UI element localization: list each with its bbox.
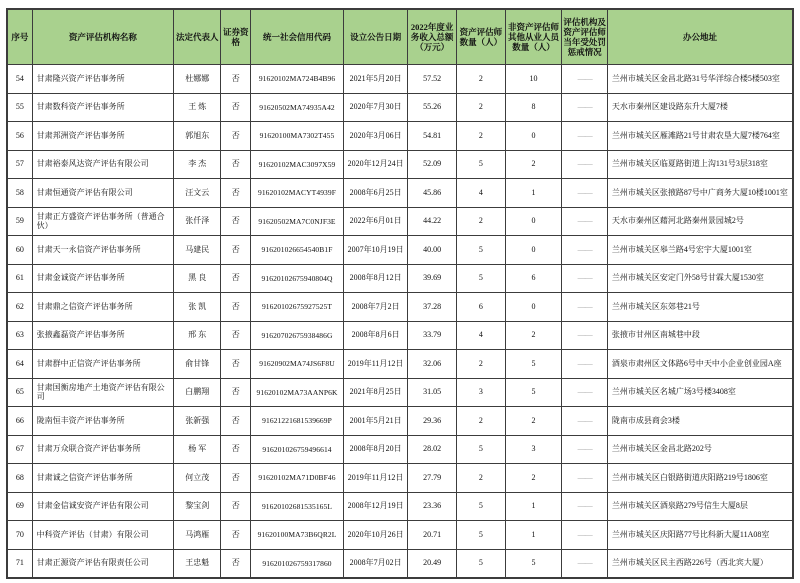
table-row	[7, 179, 793, 208]
cell-non_appraisers: 5	[505, 350, 562, 379]
cell-penalty: ——	[562, 378, 608, 407]
cell-penalty: ——	[562, 65, 608, 94]
cell-legal_rep: 杨 军	[174, 435, 221, 464]
cell-securities: 否	[221, 350, 251, 379]
cell-announce_date: 2021年5月20日	[343, 65, 407, 94]
cell-announce_date: 2020年3月06日	[343, 122, 407, 151]
cell-name: 甘肃裕泰风达资产评估有限公司	[32, 150, 173, 179]
cell-credit_code: 91621221681539669P	[251, 407, 344, 436]
cell-address: 兰州市城关区金昌北路31号华洋综合楼5楼503室	[607, 65, 793, 94]
column-header-credit_code: 统一社会信用代码	[251, 9, 344, 65]
cell-penalty: ——	[562, 264, 608, 293]
cell-income_2022: 33.79	[408, 321, 457, 350]
cell-appraisers: 5	[457, 264, 506, 293]
cell-appraisers: 2	[457, 464, 506, 493]
cell-credit_code: 91620502MA74935A42	[251, 93, 344, 122]
cell-index: 61	[7, 264, 32, 293]
appraisal-institutions-table	[6, 8, 794, 579]
cell-non_appraisers: 0	[505, 236, 562, 265]
cell-securities: 否	[221, 293, 251, 322]
cell-legal_rep: 郭旭东	[174, 122, 221, 151]
table-row	[7, 435, 793, 464]
cell-appraisers: 6	[457, 293, 506, 322]
table-row	[7, 492, 793, 521]
table-row	[7, 350, 793, 379]
cell-name: 甘肃邦洲资产评估事务所	[32, 122, 173, 151]
cell-legal_rep: 王忠魁	[174, 549, 221, 578]
cell-non_appraisers: 2	[505, 150, 562, 179]
cell-index: 66	[7, 407, 32, 436]
cell-address: 天水市秦州区藉河北路秦州景园城2号	[607, 207, 793, 236]
cell-legal_rep: 俞甘锋	[174, 350, 221, 379]
cell-name: 甘肃隆兴资产评估事务所	[32, 65, 173, 94]
table-row	[7, 264, 793, 293]
cell-penalty: ——	[562, 492, 608, 521]
cell-legal_rep: 王 炼	[174, 93, 221, 122]
cell-appraisers: 5	[457, 521, 506, 550]
cell-index: 60	[7, 236, 32, 265]
cell-penalty: ——	[562, 122, 608, 151]
cell-securities: 否	[221, 407, 251, 436]
cell-securities: 否	[221, 93, 251, 122]
cell-announce_date: 2008年7月2日	[343, 293, 407, 322]
table-row	[7, 65, 793, 94]
cell-legal_rep: 黑 良	[174, 264, 221, 293]
cell-non_appraisers: 0	[505, 207, 562, 236]
cell-index: 57	[7, 150, 32, 179]
cell-appraisers: 5	[457, 549, 506, 578]
cell-credit_code: 91620102MA71D0BF46	[251, 464, 344, 493]
cell-announce_date: 2020年12月24日	[343, 150, 407, 179]
cell-credit_code: 91620902MA74JS6F8U	[251, 350, 344, 379]
cell-legal_rep: 李 杰	[174, 150, 221, 179]
cell-income_2022: 32.06	[408, 350, 457, 379]
cell-income_2022: 45.86	[408, 179, 457, 208]
cell-income_2022: 29.36	[408, 407, 457, 436]
cell-name: 甘肃国衡房地产土地资产评估有限公司	[32, 378, 173, 407]
cell-non_appraisers: 1	[505, 492, 562, 521]
cell-index: 64	[7, 350, 32, 379]
cell-credit_code: 91620102MA724B4B96	[251, 65, 344, 94]
cell-penalty: ——	[562, 150, 608, 179]
cell-securities: 否	[221, 207, 251, 236]
cell-name: 甘肃诚之信资产评估事务所	[32, 464, 173, 493]
cell-legal_rep: 黎宝剑	[174, 492, 221, 521]
cell-income_2022: 37.28	[408, 293, 457, 322]
cell-non_appraisers: 0	[505, 293, 562, 322]
cell-address: 兰州市城关区东郊巷21号	[607, 293, 793, 322]
cell-announce_date: 2021年8月25日	[343, 378, 407, 407]
cell-credit_code: 91620102675940804Q	[251, 264, 344, 293]
cell-non_appraisers: 2	[505, 321, 562, 350]
cell-index: 59	[7, 207, 32, 236]
cell-name: 甘肃天一永信资产评估事务所	[32, 236, 173, 265]
table-row	[7, 207, 793, 236]
cell-penalty: ——	[562, 407, 608, 436]
cell-name: 甘肃正方盛资产评估事务所（普通合伙）	[32, 207, 173, 236]
table-row	[7, 293, 793, 322]
cell-address: 兰州市城关区庆阳路77号比科新大厦11A08室	[607, 521, 793, 550]
cell-address: 兰州市城关区安定门外58号甘霖大厦1530室	[607, 264, 793, 293]
cell-name: 中科资产评估（甘肃）有限公司	[32, 521, 173, 550]
cell-non_appraisers: 5	[505, 549, 562, 578]
table-row	[7, 521, 793, 550]
cell-announce_date: 2020年7月30日	[343, 93, 407, 122]
cell-income_2022: 20.71	[408, 521, 457, 550]
cell-non_appraisers: 0	[505, 122, 562, 151]
cell-appraisers: 5	[457, 236, 506, 265]
table-row	[7, 122, 793, 151]
cell-announce_date: 2008年6月25日	[343, 179, 407, 208]
cell-securities: 否	[221, 236, 251, 265]
table-row	[7, 407, 793, 436]
cell-announce_date: 2008年8月6日	[343, 321, 407, 350]
cell-penalty: ——	[562, 179, 608, 208]
column-header-address: 办公地址	[607, 9, 793, 65]
cell-index: 67	[7, 435, 32, 464]
table-row	[7, 321, 793, 350]
cell-legal_rep: 马建民	[174, 236, 221, 265]
cell-securities: 否	[221, 435, 251, 464]
cell-income_2022: 44.22	[408, 207, 457, 236]
column-header-penalty: 评估机构及资产评估师当年受处罚惩戒情况	[562, 9, 608, 65]
cell-credit_code: 91620100MA7302T455	[251, 122, 344, 151]
cell-income_2022: 57.52	[408, 65, 457, 94]
cell-non_appraisers: 1	[505, 521, 562, 550]
column-header-index: 序号	[7, 9, 32, 65]
cell-legal_rep: 马鸿雁	[174, 521, 221, 550]
cell-non_appraisers: 3	[505, 435, 562, 464]
cell-securities: 否	[221, 122, 251, 151]
cell-securities: 否	[221, 521, 251, 550]
cell-announce_date: 2008年12月19日	[343, 492, 407, 521]
cell-index: 68	[7, 464, 32, 493]
cell-name: 陇南恒丰资产评估事务所	[32, 407, 173, 436]
cell-announce_date: 2008年7月02日	[343, 549, 407, 578]
cell-address: 酒泉市肃州区文体路6号中天中小企业创业园A座	[607, 350, 793, 379]
cell-income_2022: 52.09	[408, 150, 457, 179]
cell-securities: 否	[221, 150, 251, 179]
cell-appraisers: 2	[457, 207, 506, 236]
cell-announce_date: 2019年11月12日	[343, 350, 407, 379]
cell-non_appraisers: 2	[505, 407, 562, 436]
cell-index: 71	[7, 549, 32, 578]
cell-address: 天水市秦州区建设路东升大厦7楼	[607, 93, 793, 122]
cell-credit_code: 91620100MA73B6QR2L	[251, 521, 344, 550]
cell-appraisers: 2	[457, 122, 506, 151]
cell-legal_rep: 张新强	[174, 407, 221, 436]
cell-legal_rep: 白鹏翔	[174, 378, 221, 407]
cell-legal_rep: 何立茂	[174, 464, 221, 493]
cell-index: 69	[7, 492, 32, 521]
cell-index: 65	[7, 378, 32, 407]
table-row	[7, 464, 793, 493]
cell-announce_date: 2007年10月19日	[343, 236, 407, 265]
table-header	[7, 9, 793, 65]
cell-index: 55	[7, 93, 32, 122]
cell-name: 甘肃鼎之信资产评估事务所	[32, 293, 173, 322]
cell-non_appraisers: 1	[505, 179, 562, 208]
cell-penalty: ——	[562, 207, 608, 236]
cell-address: 兰州市城关区张掖路87号中广商务大厦10楼1001室	[607, 179, 793, 208]
cell-index: 58	[7, 179, 32, 208]
cell-credit_code: 91620102675927525T	[251, 293, 344, 322]
cell-name: 甘肃恒通资产评估有限公司	[32, 179, 173, 208]
table-row	[7, 378, 793, 407]
cell-address: 兰州市城关区名城广场3号楼3408室	[607, 378, 793, 407]
cell-securities: 否	[221, 464, 251, 493]
cell-appraisers: 2	[457, 65, 506, 94]
cell-announce_date: 2008年8月20日	[343, 435, 407, 464]
cell-securities: 否	[221, 65, 251, 94]
cell-address: 兰州市城关区白银路街道庆阳路219号1806室	[607, 464, 793, 493]
cell-appraisers: 2	[457, 93, 506, 122]
cell-legal_rep: 张 凯	[174, 293, 221, 322]
cell-credit_code: 91620102MAC3097X59	[251, 150, 344, 179]
cell-non_appraisers: 8	[505, 93, 562, 122]
cell-credit_code: 91620702675938486G	[251, 321, 344, 350]
cell-appraisers: 3	[457, 378, 506, 407]
cell-penalty: ——	[562, 350, 608, 379]
cell-appraisers: 4	[457, 179, 506, 208]
cell-securities: 否	[221, 549, 251, 578]
cell-income_2022: 39.69	[408, 264, 457, 293]
cell-credit_code: 91620102MA73AANP6K	[251, 378, 344, 407]
cell-credit_code: 91620102681535165L	[251, 492, 344, 521]
cell-securities: 否	[221, 492, 251, 521]
cell-penalty: ——	[562, 435, 608, 464]
cell-name: 甘肃群中正信资产评估事务所	[32, 350, 173, 379]
cell-address: 陇南市成县商会3楼	[607, 407, 793, 436]
cell-legal_rep: 杜娜娜	[174, 65, 221, 94]
cell-penalty: ——	[562, 293, 608, 322]
cell-penalty: ——	[562, 464, 608, 493]
cell-income_2022: 54.81	[408, 122, 457, 151]
table-body	[7, 65, 793, 579]
cell-announce_date: 2008年8月12日	[343, 264, 407, 293]
column-header-appraisers: 资产评估师数量（人）	[457, 9, 506, 65]
cell-credit_code: 916201026759317860	[251, 549, 344, 578]
cell-securities: 否	[221, 321, 251, 350]
cell-appraisers: 2	[457, 350, 506, 379]
cell-income_2022: 27.79	[408, 464, 457, 493]
cell-non_appraisers: 2	[505, 464, 562, 493]
cell-credit_code: 916201026654540B1F	[251, 236, 344, 265]
cell-address: 兰州市城关区雁滩路21号甘肃农垦大厦7楼764室	[607, 122, 793, 151]
cell-non_appraisers: 10	[505, 65, 562, 94]
cell-penalty: ——	[562, 93, 608, 122]
table-row	[7, 150, 793, 179]
cell-income_2022: 31.05	[408, 378, 457, 407]
column-header-legal_rep: 法定代表人	[174, 9, 221, 65]
cell-income_2022: 23.36	[408, 492, 457, 521]
table-row	[7, 236, 793, 265]
cell-appraisers: 5	[457, 492, 506, 521]
cell-legal_rep: 邢 东	[174, 321, 221, 350]
cell-index: 56	[7, 122, 32, 151]
cell-name: 张掖鑫磊资产评估事务所	[32, 321, 173, 350]
cell-credit_code: 91620102MACYT4939F	[251, 179, 344, 208]
cell-securities: 否	[221, 264, 251, 293]
cell-announce_date: 2001年5月21日	[343, 407, 407, 436]
cell-credit_code: 916201026759496614	[251, 435, 344, 464]
cell-address: 兰州市城关区酒泉路279号信生大厦8层	[607, 492, 793, 521]
column-header-name: 资产评估机构名称	[32, 9, 173, 65]
column-header-securities: 证券资格	[221, 9, 251, 65]
column-header-non_appraisers: 非资产评估师其他从业人员数量（人）	[505, 9, 562, 65]
cell-non_appraisers: 5	[505, 378, 562, 407]
cell-name: 甘肃正源资产评估有限责任公司	[32, 549, 173, 578]
cell-penalty: ——	[562, 521, 608, 550]
cell-name: 甘肃万众联合资产评估事务所	[32, 435, 173, 464]
cell-name: 甘肃金信诚安资产评估有限公司	[32, 492, 173, 521]
cell-securities: 否	[221, 378, 251, 407]
cell-address: 兰州市城关区民主西路226号（西北宾大厦）	[607, 549, 793, 578]
cell-announce_date: 2020年10月26日	[343, 521, 407, 550]
cell-credit_code: 91620502MA7C0NJF3E	[251, 207, 344, 236]
cell-address: 兰州市城关区临夏路街道上沟131号3层318室	[607, 150, 793, 179]
cell-address: 张掖市甘州区南城巷中段	[607, 321, 793, 350]
cell-announce_date: 2019年11月12日	[343, 464, 407, 493]
cell-address: 兰州市城关区金昌北路202号	[607, 435, 793, 464]
cell-index: 70	[7, 521, 32, 550]
cell-income_2022: 55.26	[408, 93, 457, 122]
cell-penalty: ——	[562, 549, 608, 578]
cell-address: 兰州市城关区皋兰路4号宏宇大厦1001室	[607, 236, 793, 265]
cell-income_2022: 20.49	[408, 549, 457, 578]
table-row	[7, 93, 793, 122]
cell-announce_date: 2022年6月01日	[343, 207, 407, 236]
cell-index: 62	[7, 293, 32, 322]
cell-appraisers: 2	[457, 407, 506, 436]
cell-income_2022: 28.02	[408, 435, 457, 464]
cell-income_2022: 40.00	[408, 236, 457, 265]
cell-securities: 否	[221, 179, 251, 208]
column-header-income_2022: 2022年度业务收入总额（万元）	[408, 9, 457, 65]
table-row	[7, 549, 793, 578]
cell-index: 63	[7, 321, 32, 350]
cell-legal_rep: 汪文云	[174, 179, 221, 208]
cell-non_appraisers: 6	[505, 264, 562, 293]
table-header-row	[7, 9, 793, 65]
cell-name: 甘肃金诚资产评估事务所	[32, 264, 173, 293]
cell-penalty: ——	[562, 321, 608, 350]
cell-appraisers: 5	[457, 435, 506, 464]
cell-index: 54	[7, 65, 32, 94]
cell-name: 甘肃数科资产评估事务所	[32, 93, 173, 122]
cell-appraisers: 4	[457, 321, 506, 350]
cell-appraisers: 5	[457, 150, 506, 179]
cell-legal_rep: 张仟泽	[174, 207, 221, 236]
cell-penalty: ——	[562, 236, 608, 265]
column-header-announce_date: 设立公告日期	[343, 9, 407, 65]
